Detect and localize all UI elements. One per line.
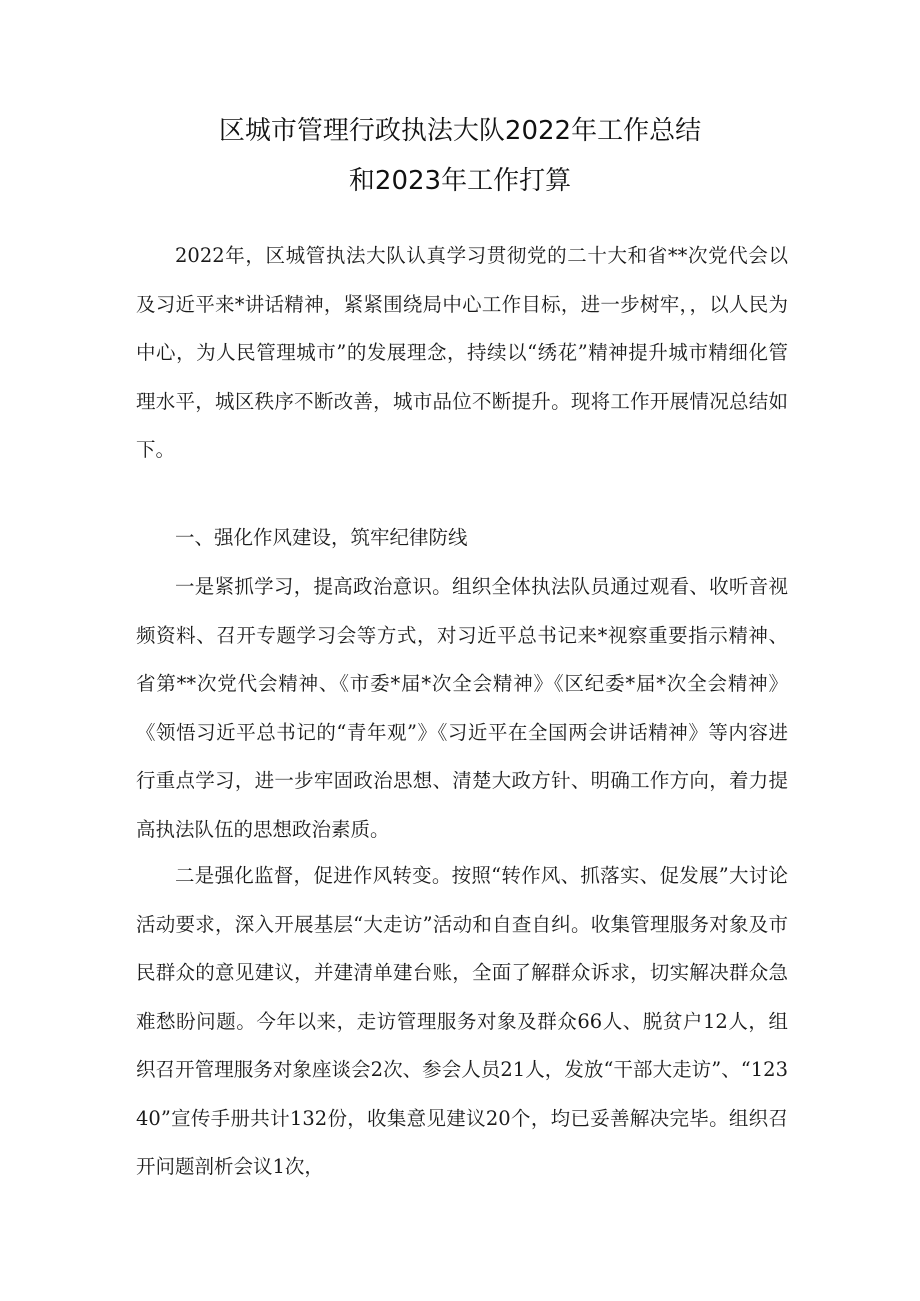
title-line-1: 区城市管理行政执法大队2022年工作总结: [218, 116, 702, 146]
document-title: [0, 106, 920, 206]
section-heading-1: 一、强化作风建设，筑牢纪律防线: [175, 526, 468, 549]
section1-paragraph-2: 二是强化监督，促进作风转变。按照“转作风、抓落实、促发展”大讨论活动要求，深入开展基层“大走访”活动和自查自纠。收集管理服务对象及市民群众的意见建议，并建清单建台账，全面了解群众诉求，切实解决群众急难愁盼问题。今年以来，走访管理服务对象及群众66人、脱贫户12人，组织召开管理服务对象座谈会2次、参会人员21人，发放“干部大走访”、“12340”宣传手册共计132份，收集意见建议20个，均已妥善解决完毕。组织召开问题剖析会议1次，: [136, 864, 788, 1178]
title-line-2: 和2023年工作打算: [348, 166, 572, 196]
section1-paragraph-1: 一是紧抓学习，提高政治意识。组织全体执法队员通过观看、收听音视频资料、召开专题学习会等方式，对习近平总书记来*视察重要指示精神、省第**次党代会精神、《市委*届*次全会精神》《区纪委*届*次全会精神》《领悟习近平总书记的“青年观”》《习近平在全国两会讲话精神》等内容进行重点学习，进一步牢固政治思想、清楚大政方针、明确工作方向，着力提高执法队伍的思想政治素质。: [136, 575, 788, 841]
intro-paragraph: 2022年，区城管执法大队认真学习贯彻党的二十大和省**次党代会以及习近平来*讲话精神，紧紧围绕局中心工作目标，进一步树牢，，以人民为中心，为人民管理城市”的发展理念，持续以“绣花”精神提升城市精细化管理水平，城区秩序不断改善，城市品位不断提升。现将工作开展情况总结如下。: [136, 244, 788, 461]
